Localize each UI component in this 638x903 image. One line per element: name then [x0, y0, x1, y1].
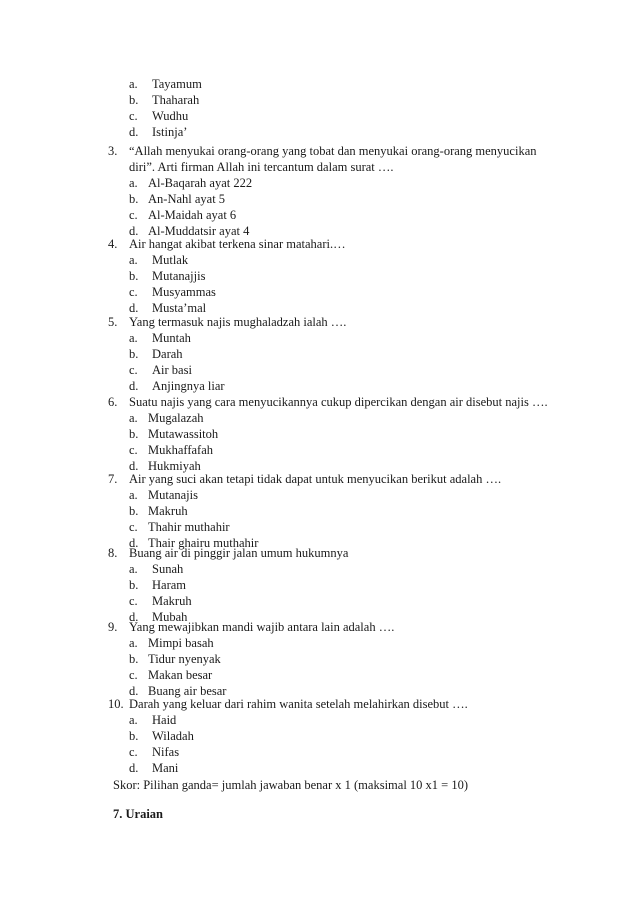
option-letter: a.: [129, 562, 138, 576]
option-letter: b.: [129, 269, 139, 283]
question-stem-line: [0, 143, 638, 159]
option-letter: a.: [129, 253, 138, 267]
question-number: 6.: [108, 395, 118, 409]
option-d: [0, 760, 638, 776]
option-letter: d.: [129, 224, 139, 238]
option-text: Musta’mal: [152, 301, 207, 315]
question-stem-continued: diri”. Arti firman Allah ini tercantum dalam surat ….: [129, 160, 394, 174]
option-letter: b.: [129, 578, 139, 592]
question-stem-line: [0, 159, 638, 175]
question-stem: Air yang suci akan tetapi tidak dapat untuk menyucikan berikut adalah ….: [129, 472, 502, 486]
option-letter: b.: [129, 427, 139, 441]
option-letter: b.: [129, 729, 139, 743]
option-a: [0, 330, 638, 346]
option-b: [0, 92, 638, 108]
option-text: Makruh: [148, 504, 188, 518]
option-letter: d.: [129, 610, 139, 624]
question-stem: “Allah menyukai orang-orang yang tobat dan menyukai orang-orang menyucikan: [129, 144, 537, 158]
option-text: Anjingnya liar: [152, 379, 225, 393]
question-number: 9.: [108, 620, 118, 634]
score-note: Skor: Pilihan ganda= jumlah jawaban benar x 1 (maksimal 10 x1 = 10): [113, 778, 468, 792]
option-text: Makruh: [152, 594, 192, 608]
option-text: Al-Muddatsir ayat 4: [148, 224, 250, 238]
option-text: Musyammas: [152, 285, 216, 299]
option-text: Mukhaffafah: [148, 443, 214, 457]
option-text: Istinja’: [152, 125, 188, 139]
option-text: An-Nahl ayat 5: [148, 192, 226, 206]
option-letter: a.: [129, 176, 138, 190]
option-a: [0, 712, 638, 728]
option-text: Wiladah: [152, 729, 194, 743]
question-4: [0, 236, 638, 316]
question-stem-line: [0, 236, 638, 252]
option-c: [0, 108, 638, 124]
option-a: [0, 252, 638, 268]
option-text: Al-Baqarah ayat 222: [148, 176, 253, 190]
option-letter: d.: [129, 536, 139, 550]
question-number: 3.: [108, 144, 118, 158]
option-letter: a.: [129, 636, 138, 650]
option-text: Makan besar: [148, 668, 213, 682]
option-b: [0, 651, 638, 667]
question-number: 8.: [108, 546, 118, 560]
option-c: [0, 442, 638, 458]
option-letter: c.: [129, 520, 138, 534]
question-number: 7.: [108, 472, 118, 486]
option-text: Mutanajjis: [152, 269, 206, 283]
option-letter: b.: [129, 347, 139, 361]
question-stem: Buang air di pinggir jalan umum hukumnya: [129, 546, 349, 560]
question-3: [0, 143, 638, 239]
section-heading: 7. Uraian: [113, 807, 163, 821]
option-letter: c.: [129, 594, 138, 608]
option-letter: d.: [129, 761, 139, 775]
option-text: Mugalazah: [148, 411, 204, 425]
option-letter: c.: [129, 363, 138, 377]
option-letter: a.: [129, 331, 138, 345]
option-text: Sunah: [152, 562, 184, 576]
option-text: Nifas: [152, 745, 180, 759]
option-c: [0, 667, 638, 683]
option-letter: c.: [129, 668, 138, 682]
option-b: [0, 268, 638, 284]
option-letter: c.: [129, 285, 138, 299]
option-letter: a.: [129, 488, 138, 502]
option-letter: d.: [129, 459, 139, 473]
option-c: [0, 593, 638, 609]
option-text: Thair ghairu muthahir: [148, 536, 259, 550]
option-a: [0, 561, 638, 577]
option-letter: a.: [129, 77, 138, 91]
option-letter: b.: [129, 504, 139, 518]
question-stem: Darah yang keluar dari rahim wanita setelah melahirkan disebut ….: [129, 697, 468, 711]
option-letter: c.: [129, 109, 138, 123]
option-letter: b.: [129, 192, 139, 206]
option-b: [0, 728, 638, 744]
option-text: Muntah: [152, 331, 191, 345]
option-text: Wudhu: [152, 109, 189, 123]
option-b: [0, 426, 638, 442]
question-number: 4.: [108, 237, 118, 251]
question-stem: Suatu najis yang cara menyucikannya cukup dipercikan dengan air disebut najis ….: [129, 395, 548, 409]
option-text: Mimpi basah: [148, 636, 214, 650]
option-text: Tayamum: [152, 77, 202, 91]
option-text: Mani: [152, 761, 179, 775]
option-letter: d.: [129, 684, 139, 698]
option-text: Mutawassitoh: [148, 427, 219, 441]
option-c: [0, 284, 638, 300]
option-text: Thahir muthahir: [148, 520, 230, 534]
option-letter: d.: [129, 379, 139, 393]
option-text: Darah: [152, 347, 183, 361]
question-number: 5.: [108, 315, 118, 329]
option-text: Buang air besar: [148, 684, 227, 698]
question-2-options: [0, 76, 638, 140]
option-text: Tidur nyenyak: [148, 652, 221, 666]
option-a: [0, 410, 638, 426]
option-b: [0, 503, 638, 519]
question-6: [0, 394, 638, 474]
question-5: [0, 314, 638, 394]
option-text: Air basi: [152, 363, 192, 377]
option-letter: c.: [129, 745, 138, 759]
option-text: Mutlak: [152, 253, 189, 267]
question-8: [0, 545, 638, 625]
question-stem: Yang mewajibkan mandi wajib antara lain adalah ….: [129, 620, 395, 634]
question-stem-line: [0, 696, 638, 712]
option-letter: b.: [129, 93, 139, 107]
option-letter: c.: [129, 208, 138, 222]
question-9: [0, 619, 638, 699]
option-letter: a.: [129, 713, 138, 727]
option-d: [0, 124, 638, 140]
option-letter: a.: [129, 411, 138, 425]
option-text: Mubah: [152, 610, 188, 624]
option-letter: b.: [129, 652, 139, 666]
question-stem-line: [0, 314, 638, 330]
option-a: [0, 635, 638, 651]
option-text: Thaharah: [152, 93, 200, 107]
option-letter: d.: [129, 125, 139, 139]
option-c: [0, 362, 638, 378]
option-b: [0, 191, 638, 207]
option-letter: c.: [129, 443, 138, 457]
option-b: [0, 577, 638, 593]
option-a: [0, 76, 638, 92]
option-a: [0, 487, 638, 503]
option-c: [0, 519, 638, 535]
option-text: Hukmiyah: [148, 459, 201, 473]
option-text: Al-Maidah ayat 6: [148, 208, 237, 222]
question-stem: Yang termasuk najis mughaladzah ialah ….: [129, 315, 347, 329]
option-text: Mutanajis: [148, 488, 198, 502]
question-number: 10.: [108, 697, 124, 711]
option-text: Haid: [152, 713, 177, 727]
option-b: [0, 346, 638, 362]
option-letter: d.: [129, 301, 139, 315]
question-stem: Air hangat akibat terkena sinar matahari.…: [129, 237, 346, 251]
question-10: [0, 696, 638, 776]
option-a: [0, 175, 638, 191]
option-c: [0, 744, 638, 760]
question-stem-line: [0, 545, 638, 561]
option-text: Haram: [152, 578, 187, 592]
question-7: [0, 471, 638, 551]
question-stem-line: [0, 619, 638, 635]
option-c: [0, 207, 638, 223]
question-stem-line: [0, 394, 638, 410]
question-stem-line: [0, 471, 638, 487]
option-d: [0, 378, 638, 394]
